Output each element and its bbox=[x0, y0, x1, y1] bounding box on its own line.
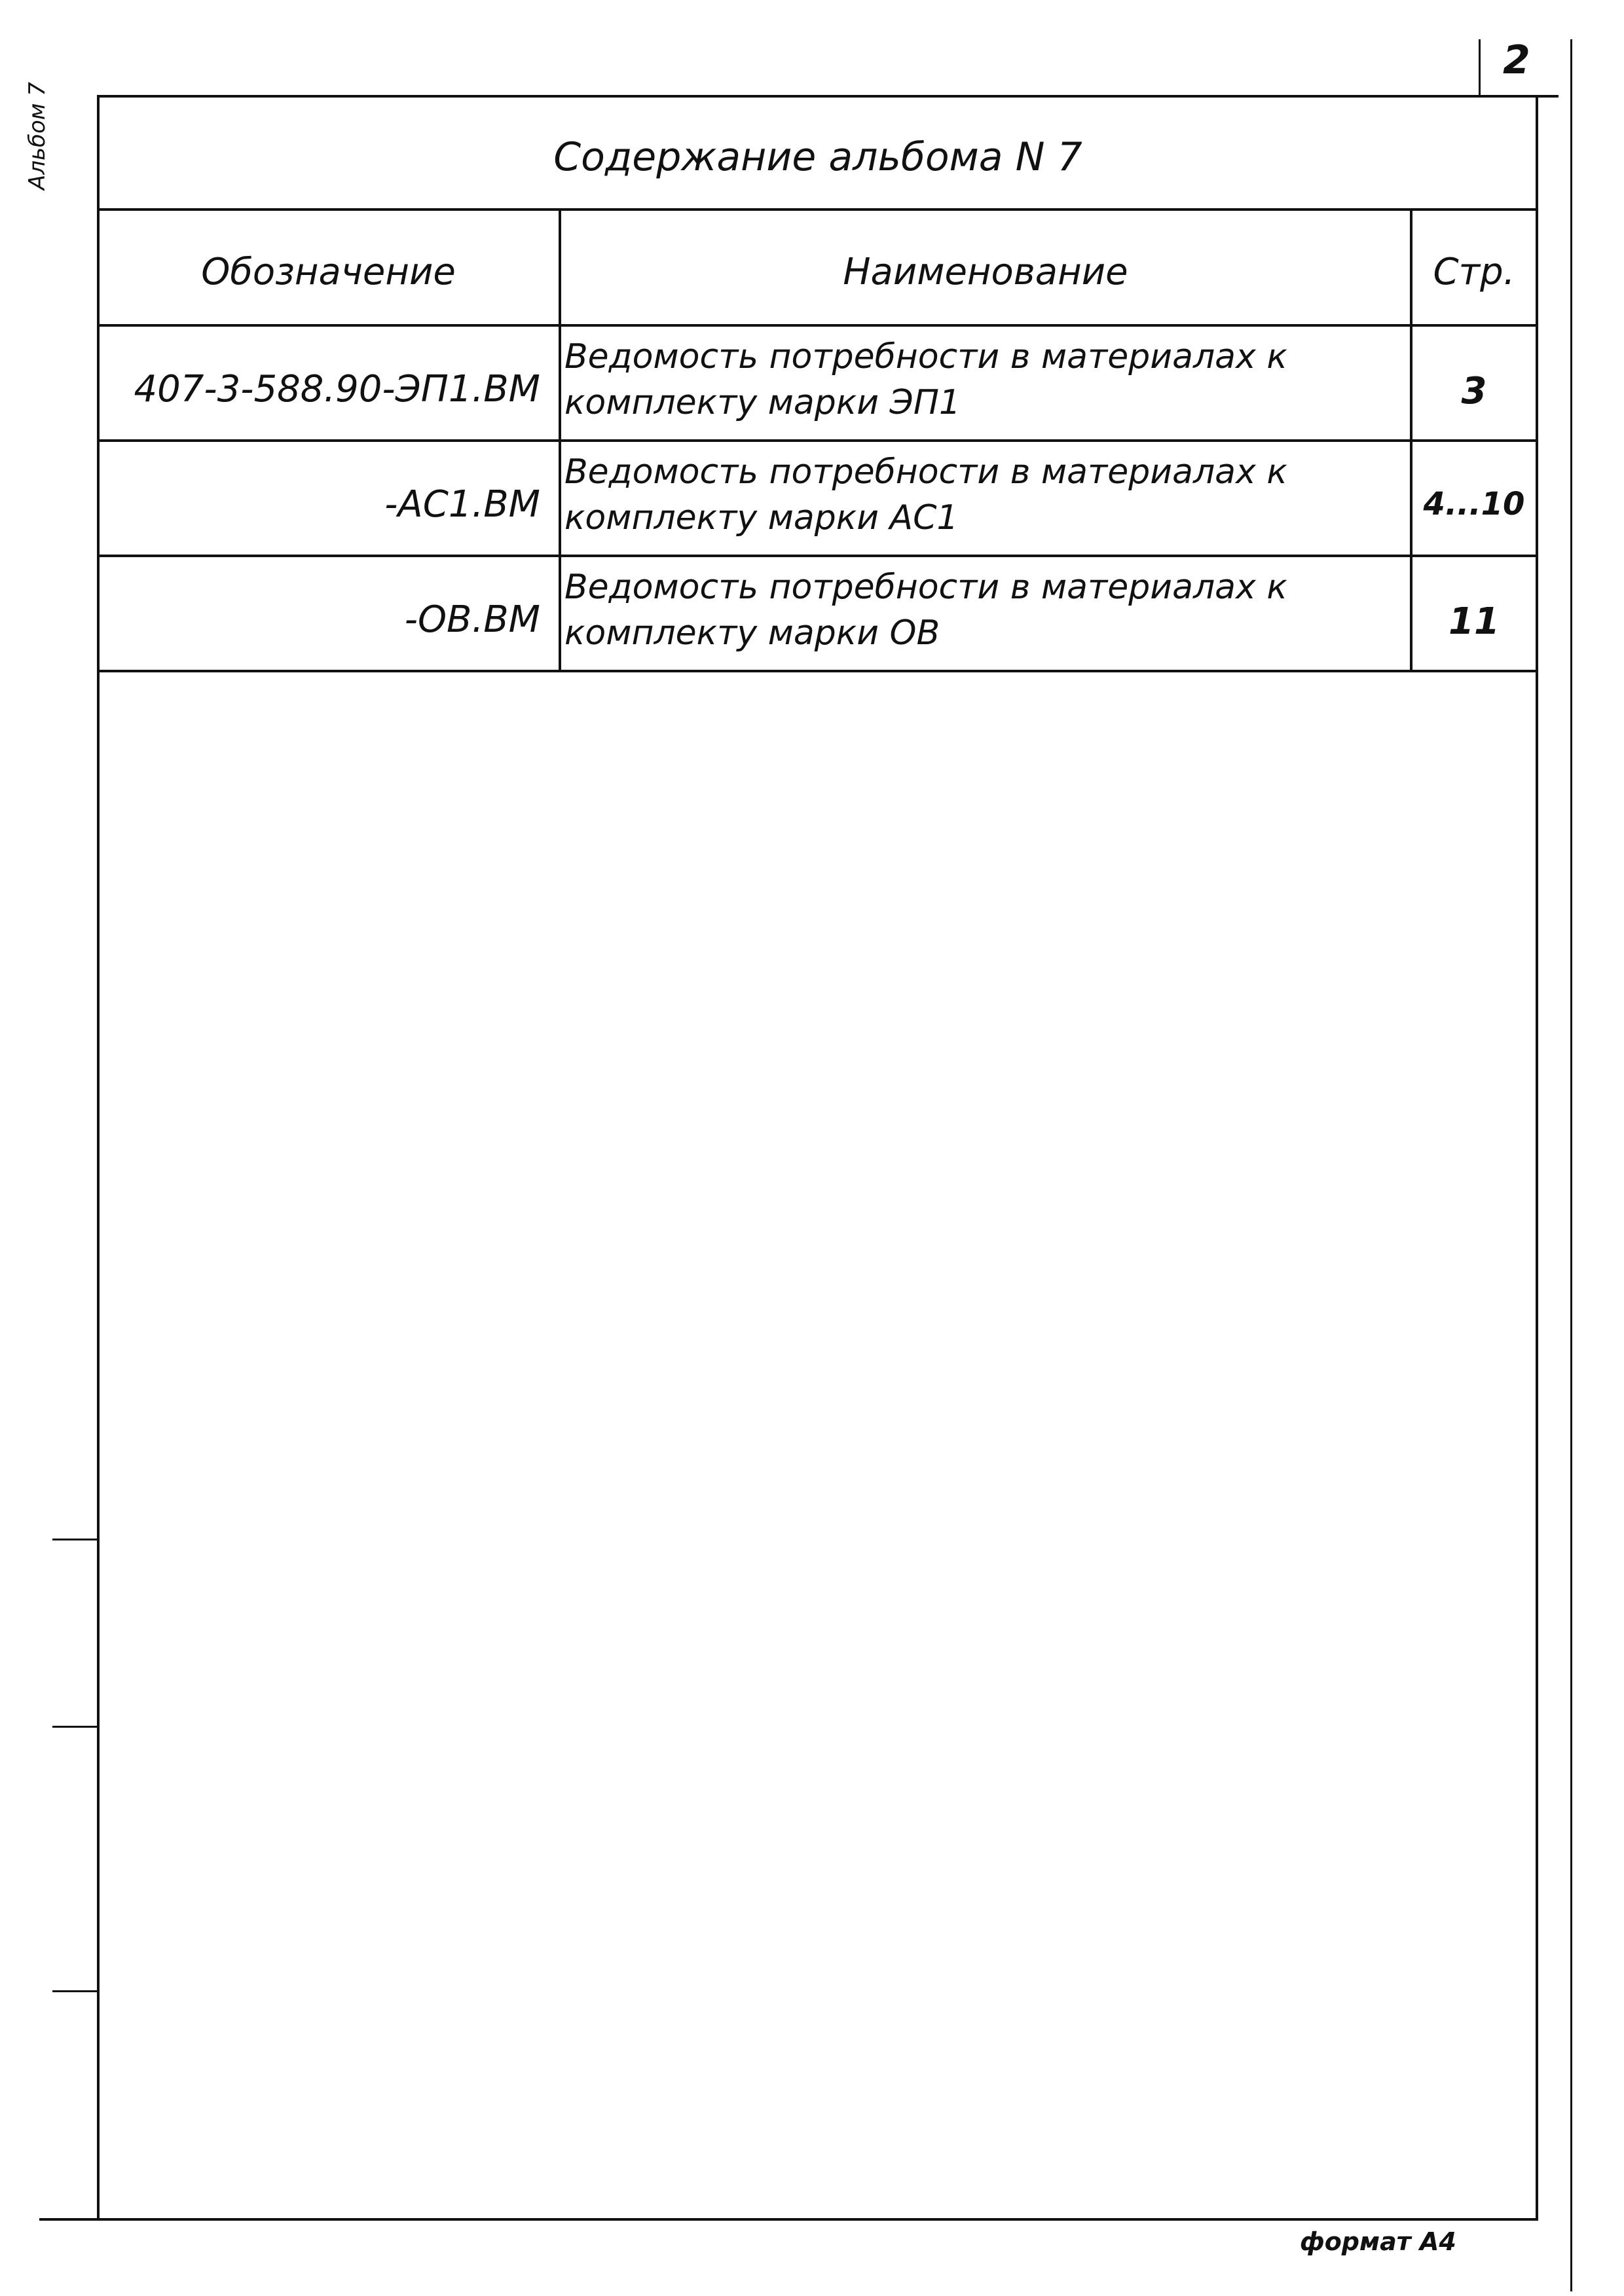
frame-left-line bbox=[97, 95, 100, 2219]
row-2-designation: -АС1.ВМ bbox=[384, 483, 540, 526]
header-page: Стр. bbox=[1433, 251, 1515, 293]
row-2-name-line-2: комплекту марки АС1 bbox=[564, 498, 959, 538]
row-3-name-line-1: Ведомость потребности в материалах к bbox=[564, 568, 1287, 607]
row-1-designation: 407-3-588.90-ЭП1.ВМ bbox=[134, 368, 540, 410]
margin-tick bbox=[52, 1990, 98, 1992]
margin-tick bbox=[52, 1539, 98, 1540]
row-1-page: 3 bbox=[1461, 370, 1487, 412]
row-1-line bbox=[98, 439, 1538, 442]
page-number-divider bbox=[1479, 39, 1481, 97]
format-label: формат А4 bbox=[1300, 2227, 1456, 2256]
side-stamp: Альбом 7 bbox=[24, 82, 50, 190]
header-name: Наименование bbox=[843, 251, 1128, 293]
row-1-name-line-1: Ведомость потребности в материалах к bbox=[564, 337, 1287, 376]
row-1-name-line-2: комплекту марки ЭП1 bbox=[564, 383, 961, 422]
page-number: 2 bbox=[1503, 37, 1530, 83]
row-3-line bbox=[98, 670, 1538, 672]
header-row-line bbox=[98, 324, 1538, 327]
row-2-page: 4...10 bbox=[1423, 486, 1525, 522]
frame-right-line bbox=[1536, 95, 1538, 2219]
row-3-designation: -ОВ.ВМ bbox=[404, 598, 540, 641]
frame-top-line bbox=[98, 95, 1559, 98]
row-3-page: 11 bbox=[1449, 600, 1500, 643]
frame-bottom-line bbox=[39, 2218, 1538, 2221]
header-designation: Обозначение bbox=[201, 251, 456, 293]
row-3-name-line-2: комплекту марки ОВ bbox=[564, 613, 940, 653]
row-2-line bbox=[98, 555, 1538, 557]
row-2-name-line-1: Ведомость потребности в материалах к bbox=[564, 452, 1287, 492]
title-row-line bbox=[98, 208, 1538, 211]
margin-tick bbox=[52, 1726, 98, 1728]
outer-right-line bbox=[1570, 39, 1572, 2291]
table-title: Содержание альбома N 7 bbox=[553, 134, 1082, 180]
